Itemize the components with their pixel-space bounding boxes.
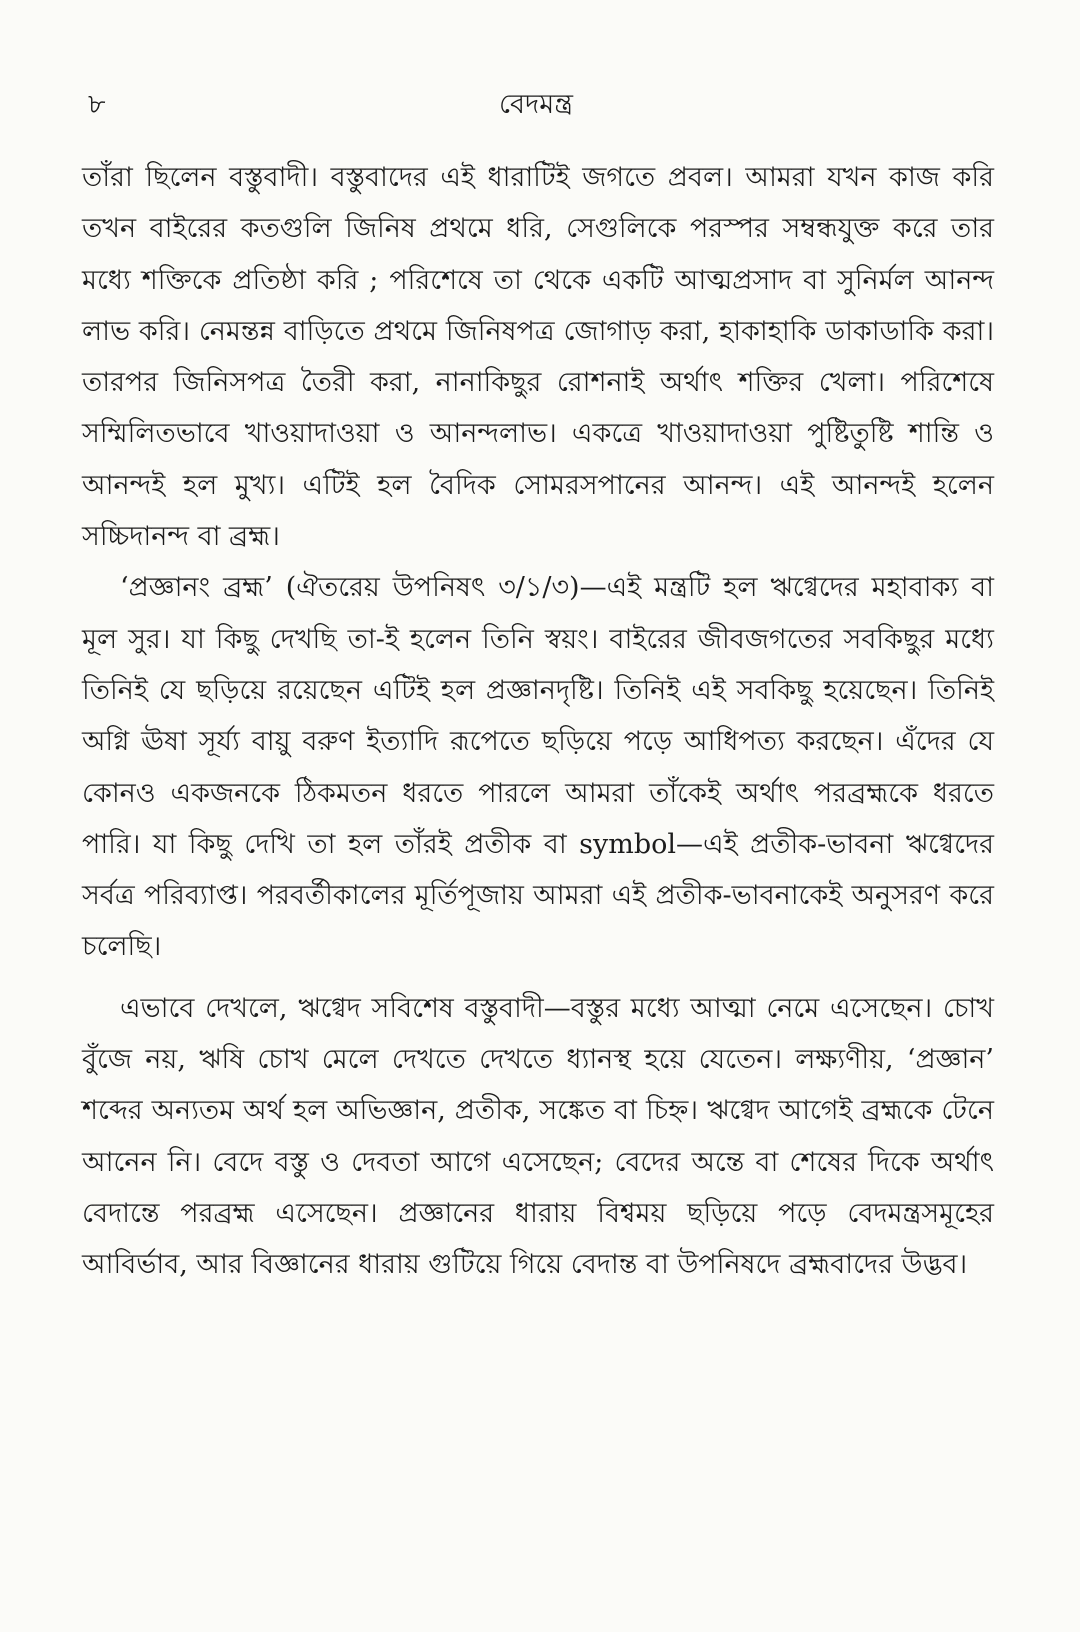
paragraph-3: এভাবে দেখলে, ঋগ্বেদ সবিশেষ বস্তুবাদী—বস্তুর মধ্যে আত্মা নেমে এসেছেন। চোখ বুঁজে নয়, ঋষি চোখ মেলে দেখতে দেখতে ধ্যানস্থ হয়ে যেতেন। লক্ষ্যণীয়, ‘প্রজ্ঞান’ শব্দের অন্যতম অর্থ হল অভিজ্ঞান, প্রতীক, সঙ্কেত বা চিহ্ন। ঋগ্বেদ আগেই ব্রহ্মকে টেনে আনেন নি। বেদে বস্তু ও দেবতা আগে এসেছেন; বেদের অন্তে বা শেষের দিকে অর্থাৎ বেদান্তে পরব্রহ্ম এসেছেন। প্রজ্ঞানের ধারায় বিশ্বময় ছড়িয়ে পড়ে বেদমন্ত্রসমূহের আবির্ভাব, আর বিজ্ঞানের ধারায় গুটিয়ে গিয়ে বেদান্ত বা উপনিষদে ব্রহ্মবাদের উদ্ভব। [82, 992, 994, 1281]
body-text [82, 152, 994, 1291]
paragraph-2: ‘প্রজ্ঞানং ব্রহ্ম’ (ঐতরেয় উপনিষৎ ৩/১/৩)—এই মন্ত্রটি হল ঋগ্বেদের মহাবাক্য বা মূল সুর। যা কিছু দেখছি তা-ই হলেন তিনি স্বয়ং। বাইরের জীবজগতের সবকিছুর মধ্যে তিনিই যে ছড়িয়ে রয়েছেন এটিই হল প্রজ্ঞানদৃষ্টি। তিনিই এই সবকিছু হয়েছেন। তিনিই অগ্নি ঊষা সূর্য্য বায়ু বরুণ ইত্যাদি রূপেতে ছড়িয়ে পড়ে আধিপত্য করছেন। এঁদের যে কোনও একজনকে ঠিকমতন ধরতে পারলে আমরা তাঁকেই অর্থাৎ পরব্রহ্মকে ধরতে পারি। যা কিছু দেখি তা হল তাঁরই প্রতীক বা symbol—এই প্রতীক-ভাবনা ঋগ্বেদের সর্বত্র পরিব্যাপ্ত। পরবর্তীকালের মূর্তিপূজায় আমরা এই প্রতীক-ভাবনাকেই অনুসরণ করে চলেছি। [82, 572, 994, 963]
page-header [80, 84, 992, 124]
running-title: বেদমন্ত্র [499, 89, 573, 120]
paragraph-1: তাঁরা ছিলেন বস্তুবাদী। বস্তুবাদের এই ধারাটিই জগতে প্রবল। আমরা যখন কাজ করি তখন বাইরের কতগুলি জিনিষ প্রথমে ধরি, সেগুলিকে পরস্পর সম্বন্ধযুক্ত করে তার মধ্যে শক্তিকে প্রতিষ্ঠা করি ; পরিশেষে তা থেকে একটি আত্মপ্রসাদ বা সুনির্মল আনন্দ লাভ করি। নেমন্তন্ন বাড়িতে প্রথমে জিনিষপত্র জোগাড় করা, হাকাহাকি ডাকাডাকি করা। তারপর জিনিসপত্র তৈরী করা, নানাকিছুর রোশনাই অর্থাৎ শক্তির খেলা। পরিশেষে সম্মিলিতভাবে খাওয়াদাওয়া ও আনন্দলাভ। একত্রে খাওয়াদাওয়া পুষ্টিতুষ্টি শান্তি ও আনন্দই হল মুখ্য। এটিই হল বৈদিক সোমরসপানের আনন্দ। এই আনন্দই হলেন সচ্চিদানন্দ বা ব্রহ্ম। [82, 162, 994, 553]
page-number: ৮ [88, 89, 106, 120]
